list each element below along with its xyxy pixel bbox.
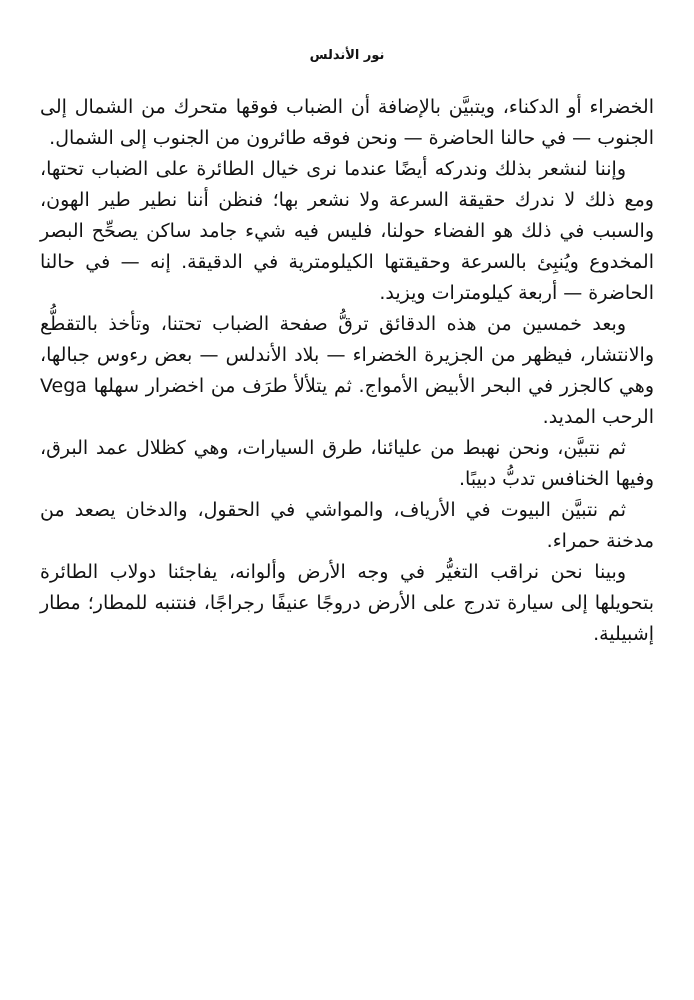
paragraph: الخضراء أو الدكناء، ويتبيَّن بالإضافة أن الضباب فوقها متحرك من الشمال إلى الجنوب — في حالنا الحاضرة — ونحن فوقه طائرون من الجنوب إلى الشمال.: [40, 96, 654, 149]
paragraph: ثم نتبيَّن، ونحن نهبط من عليائنا، طرق السيارات، وهي كظلال عمد البرق، وفيها الخنافس تدبُّ دبيبًا.: [40, 437, 654, 490]
paragraph: وبينا نحن نراقب التغيُّر في وجه الأرض وألوانه، يفاجئنا دولاب الطائرة بتحويلها إلى سيارة تدرج على الأرض دروجًا عنيفًا رجراجًا، فنتنبه للمطار؛ مطار إشبيلية.: [40, 561, 654, 645]
text-content: [40, 92, 654, 650]
paragraph: وبعد خمسين من هذه الدقائق ترقُّ صفحة الضباب تحتنا، وتأخذ بالتقطُّع والانتشار، فيظهر من الجزيرة الخضراء — بلاد الأندلس — بعض رءوس جبالها، وهي كالجزر في البحر الأبيض الأمواج. ثم يتلألأ طرَف من اخضرار سهلها Vega الرحب المديد.: [40, 313, 654, 428]
paragraph: ثم نتبيَّن البيوت في الأرياف، والمواشي في الحقول، والدخان يصعد من مدخنة حمراء.: [40, 499, 654, 552]
paragraph: وإننا لنشعر بذلك وندركه أيضًا عندما نرى خيال الطائرة على الضباب تحتها، ومع ذلك لا ندرك حقيقة السرعة ولا نشعر بها؛ فنظن أننا نطير طير الهون، والسبب في ذلك هو الفضاء حولنا، فليس فيه شيء جامد ساكن يصحِّح البصر المخدوع ويُنبِئ بالسرعة وحقيقتها الكيلومترية في الدقيقة. إنه — في حالنا الحاضرة — أربعة كيلومترات ويزيد.: [40, 158, 654, 304]
page-title: نور الأندلس: [309, 48, 385, 63]
